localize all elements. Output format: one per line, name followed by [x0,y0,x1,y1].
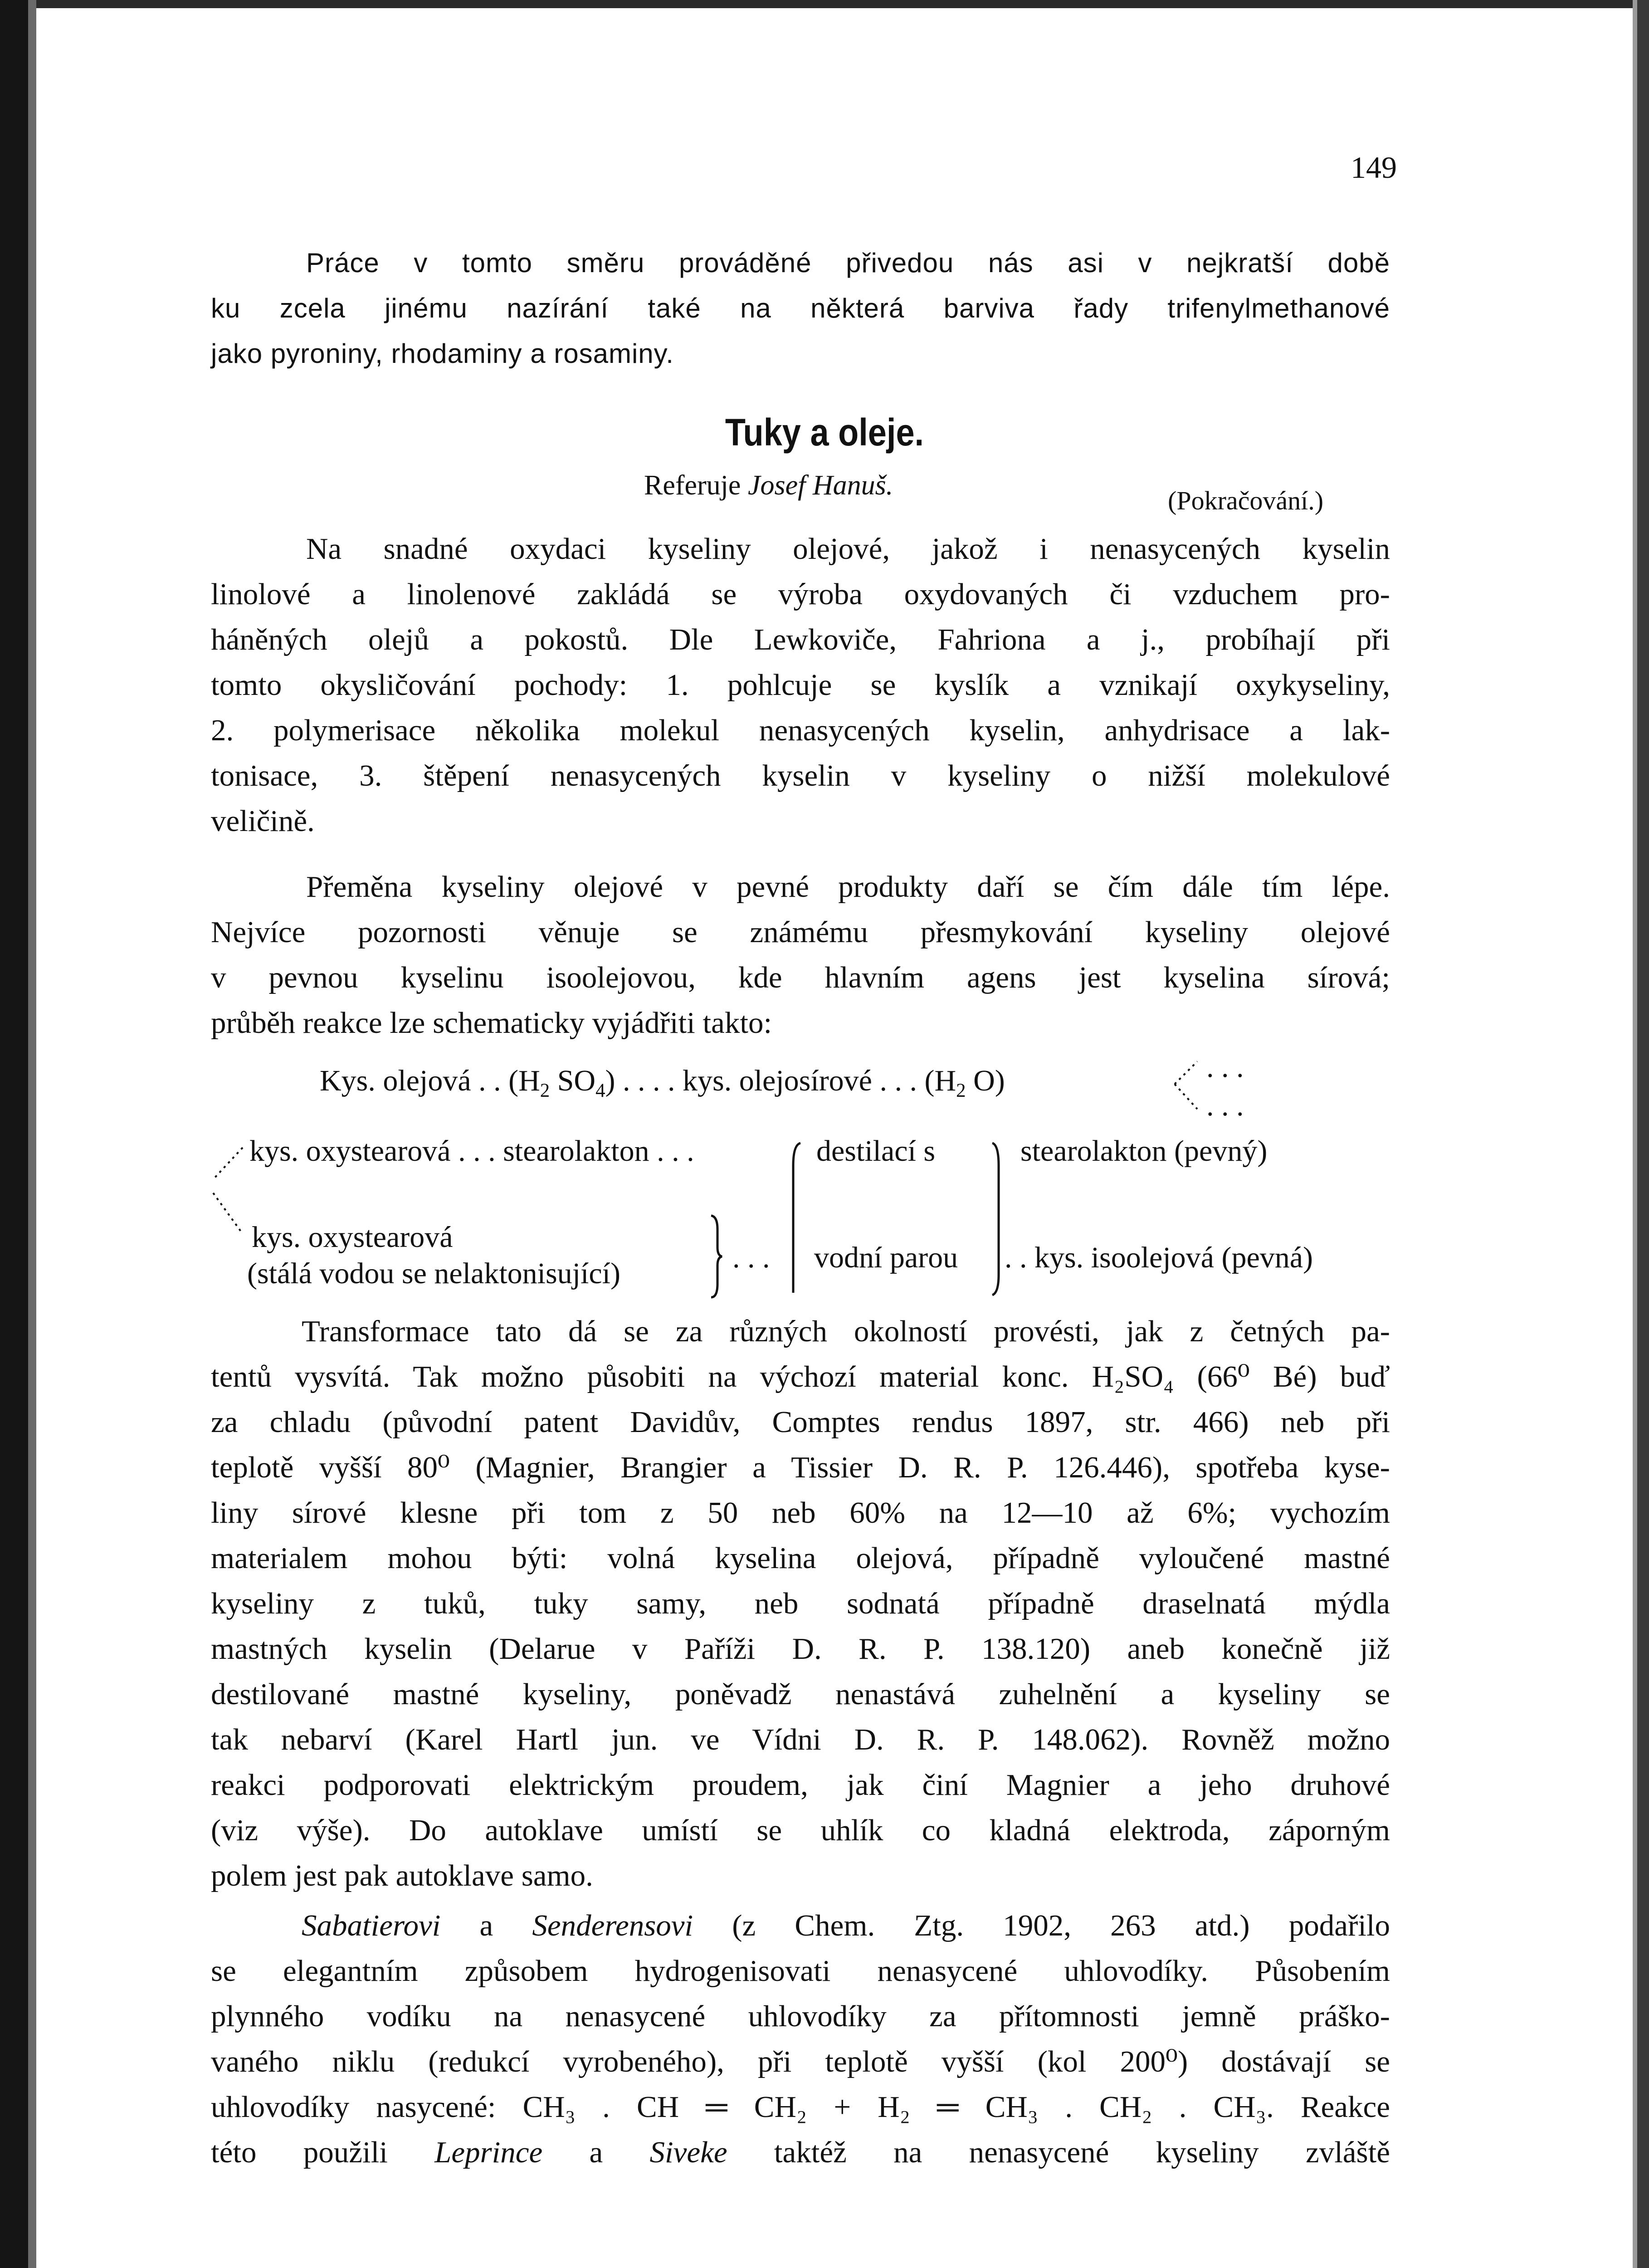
text-line: reakci podporovati elektrickým proudem, jak činí Magnier a jeho druhové [211,1768,1390,1802]
text-line: materialem mohou býti: volná kyselina olejová, případně vyloučené mastné [211,1541,1390,1575]
text-line: háněných olejů a pokostů. Dle Lewkoviče, Fahriona a j., probíhají při [211,623,1390,656]
text-span: (z Chem. Ztg. 1902, 263 atd.) podařilo [693,1909,1390,1942]
byline [644,469,893,502]
text-line: teplotě vyšší 80⁰ (Magnier, Brangier a Tissier D. R. P. 126.446), spotřeba kyse- [211,1451,1390,1484]
scheme-row-3-right: . . kys. isoolejová (pevná) [1005,1241,1313,1274]
text-line: liny sírové klesne při tom z 50 neb 60% na 12—10 až 6%; vychozím [211,1496,1390,1530]
text-line: v pevnou kyselinu isoolejovou, kde hlavním agens jest kyselina sírová; [211,961,1390,994]
text-span: a [440,1909,532,1942]
brace-left-icon [707,1211,726,1302]
text-line: 2. polymerisace několika molekul nenasycených kyselin, anhydrisace a lak- [211,714,1390,747]
text-line: tak nebarví (Karel Hartl jun. ve Vídni D. R. P. 148.062). Rovněž možno [211,1723,1390,1756]
dots-lower: . . . [1206,1089,1244,1122]
text-line: Na snadné oxydaci kyseliny olejové, jakož i nenasycených kyselin [306,532,1390,566]
scheme-row-2-right: stearolakton (pevný) [1020,1134,1268,1168]
text-line: tomto okysličování pochody: 1. pohlcuje se kyslík a vznikají oxykyseliny, [211,668,1390,702]
scan-edge-right [1637,0,1649,2268]
text-line: tonisace, 3. štěpení nenasycených kyselin v kyseliny o nižší molekulové [211,759,1390,792]
scheme-line-1 [320,1064,1005,1102]
byline-author: Josef Hanuš. [747,470,893,501]
text-span: a [542,2136,650,2169]
byline-prefix: Referuje [644,470,741,501]
author-name: Leprince [434,2136,543,2169]
text-line [302,1905,1390,1946]
text-line: Nejvíce pozornosti věnuje se známému přesmykování kyseliny olejové [211,915,1390,949]
text-span: této použili [211,2136,435,2169]
subscript: 2 [956,1080,966,1102]
text-line: veličině. [211,804,315,838]
text-line: Přeměna kyseliny olejové v pevné produkty daří se čím dále tím lépe. [306,870,1390,904]
text-line: tentů vysvítá. Tak možno působiti na výchozí material konc. H₂SO₄ (66⁰ Bé) buď [211,1360,1390,1393]
text-line: linolové a linolenové zakládá se výroba oxydovaných či vzduchem pro- [211,577,1390,611]
formula-part: SO [550,1064,596,1097]
text-line: ku zcela jinému nazírání také na některá barviva řady trifenylmethanové [211,293,1390,323]
text-line: uhlovodíky nasycené: CH₃ . CH ═ CH₂ + H₂ ═ CH₃ . CH₂ . CH₃. Reakce [211,2090,1390,2124]
text-line: destilované mastné kyseliny, poněvadž nenastává zuhelnění a kyseliny se [211,1677,1390,1711]
scan-edge-left-shade [28,0,36,2268]
text-line: kyseliny z tuků, tuky samy, neb sodnatá případně draselnatá mýdla [211,1587,1390,1620]
text-line: Transformace tato dá se za různých okolností provésti, jak z četných pa- [302,1315,1390,1348]
brace-mid-icon [787,1139,805,1302]
text-line: za chladu (původní patent Davidův, Comptes rendus 1897, str. 466) neb při [211,1405,1390,1439]
text-line [211,2132,1390,2173]
scheme-row-2-mid: destilací s [816,1134,936,1168]
formula-part: Kys. olejová . . (H [320,1064,540,1097]
scheme-row-3-left-1: kys. oxystearová [252,1221,453,1254]
subscript: 4 [595,1080,605,1102]
author-name: Senderensovi [532,1909,693,1942]
scheme-row-3-mid: vodní parou [814,1241,958,1274]
brace-right-icon [989,1139,1007,1302]
formula-part: O) [966,1064,1005,1097]
text-span: taktéž na nenasycené kyseliny zvláště [727,2136,1390,2169]
text-line: mastných kyselin (Delarue v Paříži D. R. P. 138.120) aneb konečně již [211,1632,1390,1666]
text-line: plynného vodíku na nenasycené uhlovodíky za přítomnosti jemně práško- [211,1999,1390,2033]
dots-upper: . . . [1206,1051,1244,1084]
text-line: průběh reakce lze schematicky vyjádřiti takto: [211,1006,772,1040]
scan-edge-right-shade [1633,0,1637,2268]
page-number: 149 [1351,150,1397,185]
text-line: (viz výše). Do autoklave umístí se uhlík co kladná elektroda, záporným [211,1813,1390,1847]
text-line: vaného niklu (redukcí vyrobeného), při teplotě vyšší (kol 200⁰) dostávají se [211,2045,1390,2078]
section-title: Tuky a oleje. [725,411,924,454]
scan-edge-top [0,0,1649,8]
scheme-row-3-dots: . . . [732,1241,770,1274]
text-line: se elegantním způsobem hydrogenisovati nenasycené uhlovodíky. Působením [211,1954,1390,1988]
scheme-row-2-left: kys. oxystearová . . . stearolakton . . . [249,1134,694,1168]
scan-edge-left [0,0,28,2268]
formula-part: ) . . . . kys. olejosírové . . . (H [605,1064,956,1097]
author-name: Siveke [649,2136,727,2169]
continued-note: (Pokračování.) [1168,486,1324,515]
text-line: jako pyroniny, rhodaminy a rosaminy. [211,338,674,369]
text-line: polem jest pak autoklave samo. [211,1859,593,1892]
scheme-row-3-left-2: (stálá vodou se nelaktonisující) [247,1257,620,1290]
author-name: Sabatierovi [302,1909,441,1942]
subscript: 2 [540,1080,550,1102]
text-line: Práce v tomto směru prováděné přivedou nás asi v nejkratší době [306,248,1390,278]
